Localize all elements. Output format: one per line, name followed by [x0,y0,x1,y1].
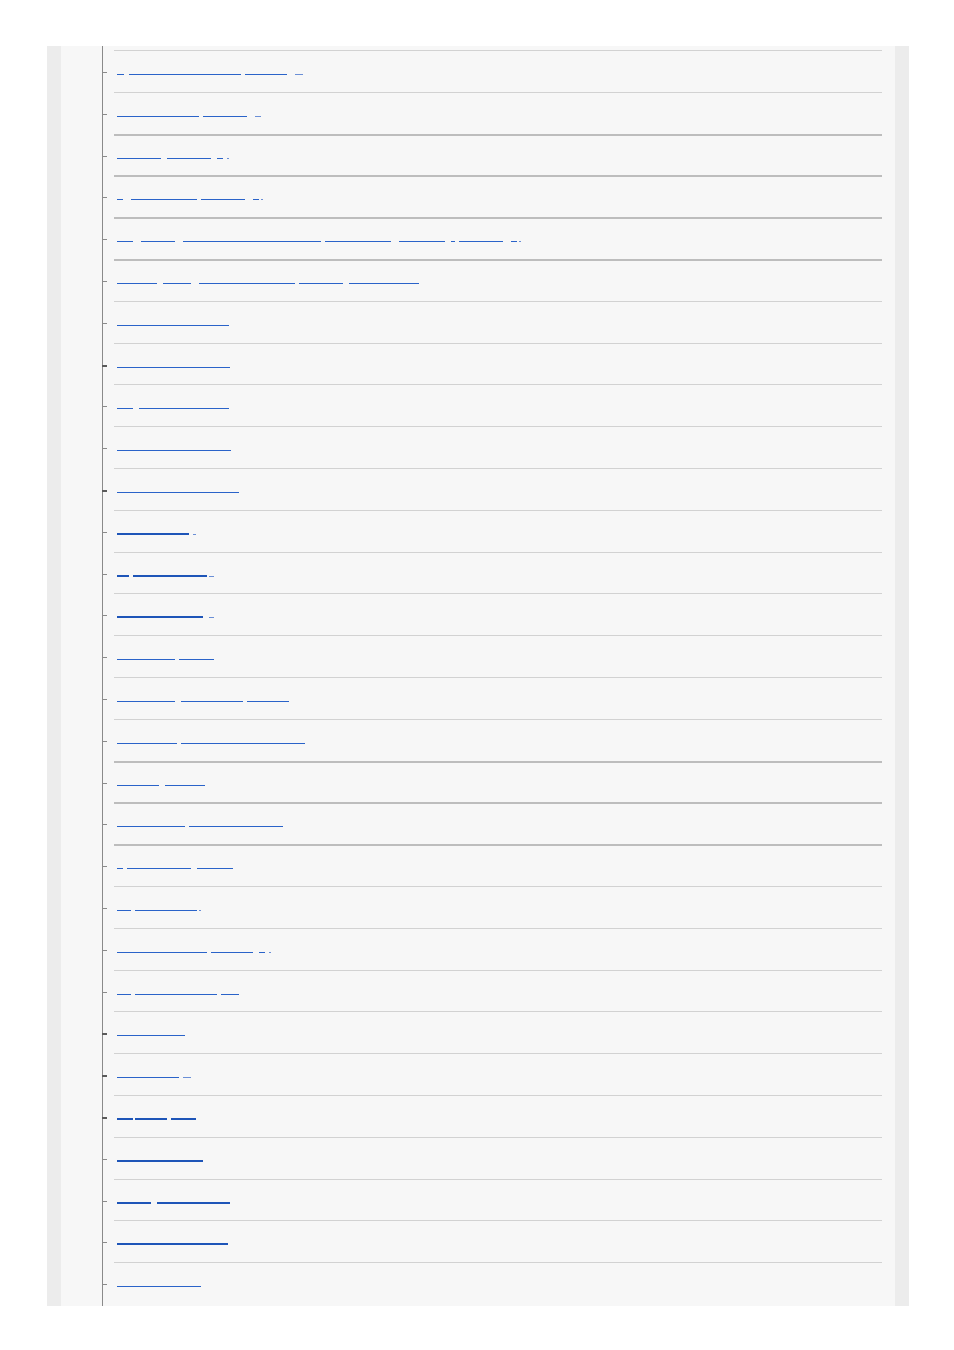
row-divider [114,343,882,344]
tree-branch-tick [102,741,107,742]
toc-row [0,468,954,510]
tree-branch-tick [102,908,107,909]
toc-row [0,1137,954,1179]
link-underline [299,283,343,284]
row-divider [114,1053,882,1054]
link-underline [209,576,214,577]
link-underline [163,283,191,284]
row-divider [114,301,882,302]
row-divider [114,259,882,261]
toc-row [0,301,954,343]
link-underline [135,994,217,995]
tree-branch-tick [102,866,107,867]
link-underline [117,1118,133,1120]
link-underline [117,1160,203,1162]
row-divider [114,886,882,887]
tree-branch-tick [102,114,107,115]
row-divider [114,1220,882,1221]
toc-row [0,217,954,259]
link-underline [129,74,241,75]
toc-row [0,928,954,970]
row-divider [114,719,882,720]
row-divider [114,1179,882,1180]
toc-link[interactable] [117,1193,230,1204]
toc-row [0,635,954,677]
link-underline [117,1202,151,1204]
link-underline [199,283,295,284]
link-underline [399,241,445,242]
toc-link[interactable] [117,858,233,869]
link-underline [117,450,231,451]
tree-branch-tick [102,281,107,282]
tree-branch-tick [102,490,107,492]
link-underline [117,994,131,995]
row-divider [114,1137,882,1138]
tree-branch-tick [102,365,107,367]
link-underline [199,910,201,911]
link-underline [519,241,521,242]
toc-link[interactable] [117,1151,203,1162]
link-underline [203,116,247,117]
link-underline [117,575,129,577]
row-divider [114,677,882,678]
link-underline [141,241,175,242]
toc-row [0,343,954,385]
toc-link[interactable] [117,357,230,368]
row-divider [114,802,882,804]
link-underline [209,617,214,618]
toc-link[interactable] [117,649,214,660]
row-divider [114,92,882,93]
link-underline [117,826,185,827]
row-divider [114,510,882,511]
link-underline [117,659,175,660]
link-underline [193,534,196,535]
toc-link[interactable] [117,1109,196,1120]
toc-link[interactable] [117,1276,201,1287]
tree-branch-tick [102,532,107,533]
tree-branch-tick [102,197,107,198]
row-divider [114,844,882,846]
toc-link[interactable] [117,691,289,702]
link-underline [183,241,321,242]
tree-branch-tick [102,239,107,240]
toc-row [0,175,954,217]
toc-link[interactable] [117,1234,228,1245]
link-underline [117,952,207,953]
toc-link[interactable] [117,900,201,911]
toc-link[interactable] [117,398,229,409]
tree-branch-tick [102,657,107,658]
toc-link[interactable] [117,1025,185,1036]
toc-row [0,1220,954,1262]
link-underline [117,1035,185,1036]
link-underline [117,1286,201,1287]
link-underline [139,408,229,409]
toc-link[interactable] [117,775,205,786]
link-underline [135,1118,167,1120]
link-underline [117,408,133,409]
link-underline [117,1077,179,1078]
link-underline [201,199,245,200]
toc-row [0,92,954,134]
link-underline [117,283,157,284]
link-underline [165,785,205,786]
row-divider [114,928,882,929]
tree-branch-tick [102,992,107,993]
link-underline [117,910,131,911]
toc-row [0,844,954,886]
row-divider [114,593,882,594]
tree-branch-tick [102,1201,107,1202]
tree-branch-tick [102,615,107,616]
toc-row [0,677,954,719]
toc-row [0,552,954,594]
tree-branch-tick [102,323,107,324]
row-divider [114,761,882,763]
toc-link[interactable] [117,189,263,200]
tree-branch-tick [102,574,107,575]
link-underline [325,241,391,242]
link-underline [261,199,263,200]
toc-link[interactable] [117,231,521,242]
tree-branch-tick [102,1075,107,1077]
toc-row [0,384,954,426]
link-underline [117,785,159,786]
link-underline [131,199,197,200]
toc-row [0,593,954,635]
link-underline [117,701,175,702]
toc-link[interactable] [117,733,305,744]
toc-link[interactable] [117,315,229,326]
link-underline [227,158,229,159]
link-underline [245,74,287,75]
link-underline [171,1118,196,1120]
row-divider [114,384,882,385]
link-underline [117,74,124,75]
link-underline [117,868,123,869]
link-underline [179,659,214,660]
link-underline [133,575,207,577]
toc-link[interactable] [117,482,239,493]
link-underline [117,743,177,744]
row-divider [114,134,882,136]
link-underline [117,199,123,200]
link-underline [259,952,265,953]
link-underline [157,1202,230,1204]
toc-link[interactable] [117,942,271,953]
tree-branch-tick [102,72,107,73]
tree-branch-tick [102,1242,107,1243]
toc-link[interactable] [117,524,196,535]
link-underline [117,158,161,159]
link-underline [117,533,189,535]
tree-branch-tick [102,448,107,449]
link-underline [295,74,303,75]
toc-row [0,886,954,928]
link-underline [269,952,271,953]
tree-branch-tick [102,1284,107,1285]
toc-row [0,134,954,176]
row-divider [114,468,882,469]
link-underline [217,158,223,159]
toc-list [0,50,954,1304]
tree-branch-tick [102,950,107,951]
toc-link[interactable] [117,273,419,284]
tree-branch-tick [102,824,107,825]
link-underline [189,826,283,827]
link-underline [451,241,455,242]
toc-link[interactable] [117,64,303,75]
link-underline [247,701,289,702]
toc-row [0,259,954,301]
tree-branch-tick [102,783,107,784]
link-underline [253,199,259,200]
link-underline [127,868,191,869]
row-divider [114,217,882,219]
tree-branch-tick [102,156,107,157]
link-underline [181,743,305,744]
link-underline [117,241,133,242]
toc-row [0,970,954,1012]
toc-row [0,1095,954,1137]
row-divider [114,970,882,971]
link-underline [349,283,419,284]
toc-link[interactable] [117,816,283,827]
row-divider [114,50,882,51]
link-underline [117,325,229,326]
toc-link[interactable] [117,1067,191,1078]
tree-branch-tick [102,1159,107,1160]
link-underline [117,116,199,117]
toc-row [0,510,954,552]
link-underline [117,616,203,618]
tree-branch-tick [102,406,107,407]
toc-row [0,1011,954,1053]
toc-row [0,50,954,92]
row-divider [114,1262,882,1263]
link-underline [183,1077,191,1078]
link-underline [221,994,239,995]
toc-row [0,761,954,803]
toc-row [0,426,954,468]
link-underline [117,1243,228,1245]
link-underline [135,910,197,911]
tree-branch-tick [102,1033,107,1035]
link-underline [117,367,230,368]
link-underline [459,241,503,242]
row-divider [114,426,882,427]
toc-row [0,1262,954,1304]
link-underline [255,116,261,117]
toc-row [0,719,954,761]
toc-link[interactable] [117,607,214,618]
link-underline [211,952,253,953]
toc-link[interactable] [117,106,261,117]
row-divider [114,635,882,636]
row-divider [114,175,882,177]
toc-link[interactable] [117,148,229,159]
link-underline [197,868,233,869]
toc-row [0,1053,954,1095]
row-divider [114,1095,882,1096]
link-underline [167,158,211,159]
row-divider [114,1011,882,1012]
toc-link[interactable] [117,984,239,995]
toc-link[interactable] [117,566,214,577]
toc-row [0,1179,954,1221]
row-divider [114,552,882,553]
link-underline [511,241,517,242]
tree-branch-tick [102,1117,107,1119]
tree-branch-tick [102,699,107,700]
link-underline [117,492,239,493]
toc-link[interactable] [117,440,231,451]
link-underline [181,701,243,702]
toc-row [0,802,954,844]
